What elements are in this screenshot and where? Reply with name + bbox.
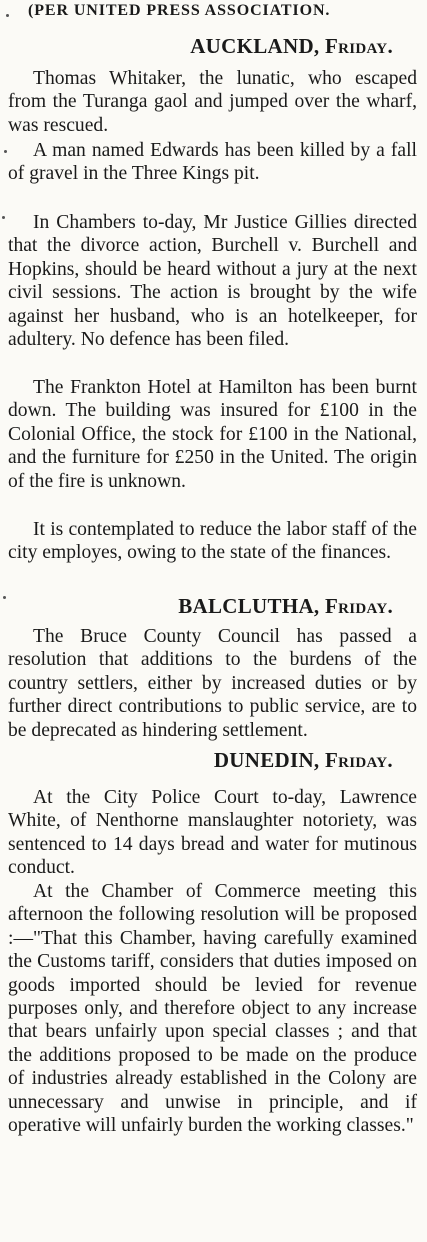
paragraph-edwards: A man named Edwards has been killed by a fall of gravel in the Three Kings pit.: [8, 140, 417, 185]
ink-speck: [2, 216, 5, 219]
paragraph-chamber-of-commerce: At the Chamber of Commerce meeting this afternoon the following resolution will be proposed :—"That this Chamber, having carefully examined the Customs tariff, considers that duties imposed on goods imported should be levied for revenue purposes only, and therefore object to any increase that bears unfairly upon special classes ; and that the additions proposed to be made on the produce of industries already established in the Colony are unnecessary and unwise in principle, and if operative will unfairly burden the working classes.": [8, 881, 417, 1137]
ink-speck: [6, 14, 9, 17]
paragraph-bruce-council: The Bruce County Council has passed a resolution that additions to the burdens of the country settlers, either by increased duties or by further direct contributions to public service, are to be deprecated as hindering settlement.: [8, 626, 417, 741]
dateline-balclutha: BALCLUTHA, Friday.: [178, 594, 393, 618]
paragraph-whitaker: Thomas Whitaker, the lunatic, who escaped from the Turanga gaol and jumped over the wharf, was rescued.: [8, 68, 417, 136]
dateline-auckland: AUCKLAND, Friday.: [190, 34, 393, 58]
paragraph-labor-staff: It is contemplated to reduce the labor staff of the city employes, owing to the state of the finances.: [8, 519, 417, 564]
ink-speck: [3, 596, 6, 599]
source-line: (PER UNITED PRESS ASSOCIATION.: [28, 2, 331, 19]
dateline-dunedin: DUNEDIN, Friday.: [213, 748, 393, 772]
paragraph-frankton-hotel: The Frankton Hotel at Hamilton has been burnt down. The building was insured for £100 in the Colonial Office, the stock for £100 in the National, and the furniture for £250 in the United. The origin of the fire is unknown.: [8, 377, 417, 492]
paragraph-police-court: At the City Police Court to-day, Lawrence White, of Nenthorne manslaughter notoriety, was sentenced to 14 days bread and water for mutinous conduct.: [8, 787, 417, 879]
paragraph-divorce: In Chambers to-day, Mr Justice Gillies directed that the divorce action, Burchell v. Burchell and Hopkins, should be heard without a jury at the next civil sessions. The action is brought by the wife against her husband, who is an hotelkeeper, for adultery. No defence has been filed.: [8, 212, 417, 351]
ink-speck: [4, 150, 7, 153]
